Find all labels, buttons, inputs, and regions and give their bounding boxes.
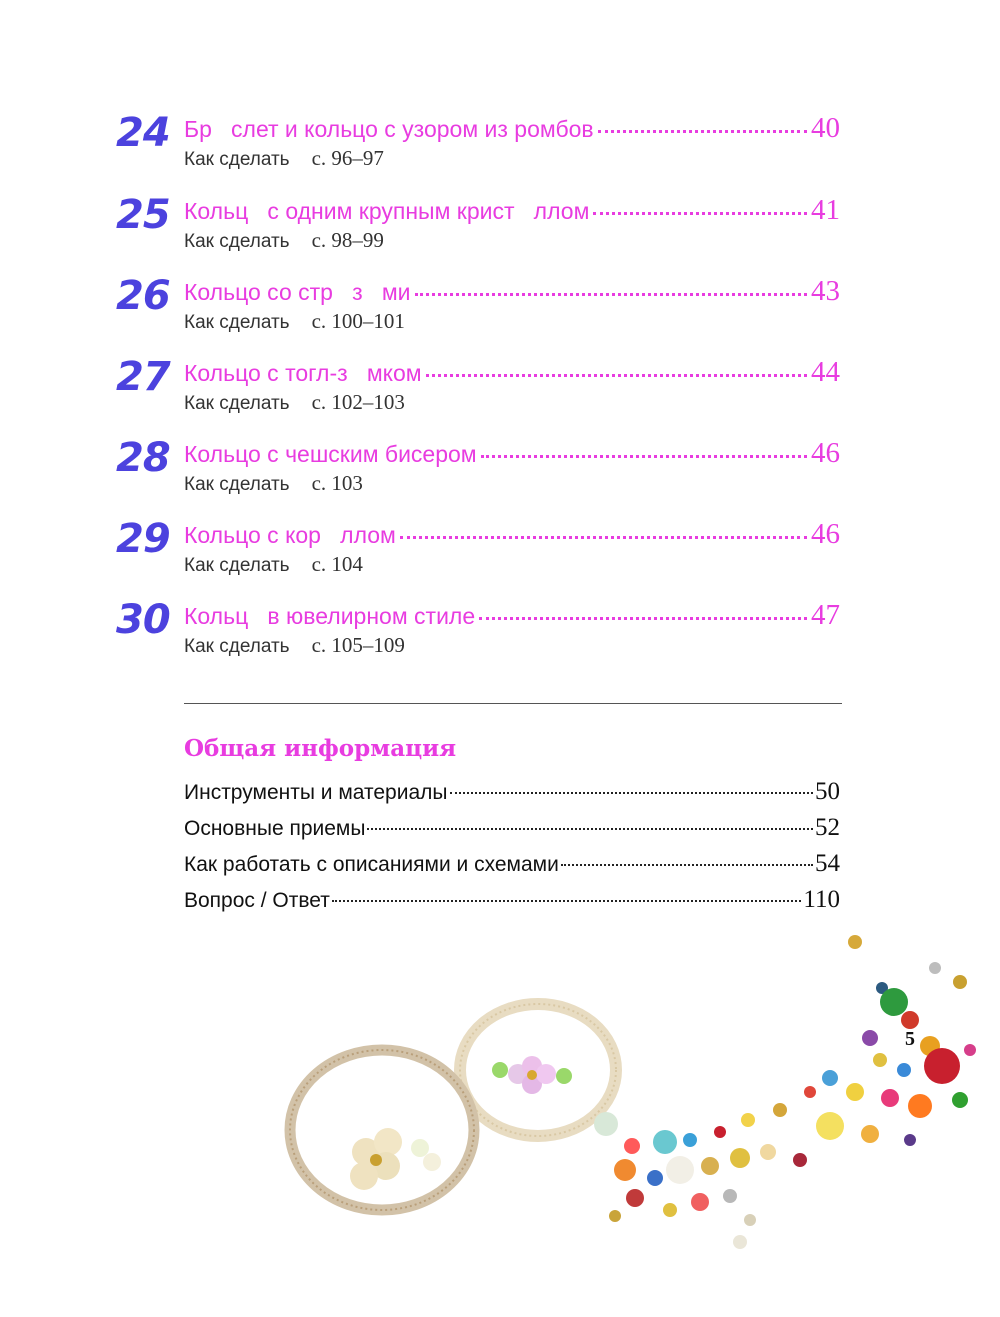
dot-leader	[561, 864, 813, 866]
entry-page-number: 46	[811, 518, 840, 550]
how-to-page-ref: с. 98–99	[311, 228, 384, 252]
contents-entry-27[interactable]	[0, 356, 1000, 436]
entry-how-to	[184, 228, 384, 253]
entry-how-to	[184, 390, 405, 415]
entry-title: Кольц с одним крупным крист ллом	[184, 198, 590, 224]
how-to-label: Как сделать	[184, 393, 290, 414]
dot-leader	[332, 900, 802, 902]
how-to-page-ref: с. 104	[311, 552, 363, 576]
ring-cream-image	[460, 1004, 616, 1136]
general-item-faq[interactable]	[184, 886, 840, 916]
entry-how-to	[184, 552, 363, 577]
how-to-label: Как сделать	[184, 474, 290, 495]
dot-leader	[450, 792, 814, 794]
contents-entry-25[interactable]	[0, 194, 1000, 274]
page-number: 5	[905, 1028, 915, 1050]
entry-title-row	[184, 599, 840, 629]
entry-title-row	[184, 194, 840, 224]
entry-how-to	[184, 309, 405, 334]
entry-title: Кольцо с кор ллом	[184, 522, 396, 548]
entry-number: 26	[116, 273, 170, 319]
beaded-rings-illustration	[270, 920, 990, 1260]
dot-leader	[367, 828, 813, 830]
entry-number: 24	[116, 110, 170, 156]
how-to-page-ref: с. 105–109	[311, 633, 405, 657]
contents-entry-30[interactable]	[0, 599, 1000, 679]
entry-title: Бр слет и кольцо с узором из ромбов	[184, 116, 594, 142]
entry-page-number: 41	[811, 194, 840, 226]
contents-entry-29[interactable]	[0, 518, 1000, 598]
entry-how-to	[184, 146, 384, 171]
how-to-label: Как сделать	[184, 555, 290, 576]
section-divider	[184, 703, 842, 704]
general-item-title: Основные приемы	[184, 817, 366, 840]
general-item-techniques[interactable]	[184, 814, 840, 844]
entry-page-number: 47	[811, 599, 840, 631]
entry-page-number: 46	[811, 437, 840, 469]
dot-leader	[593, 210, 807, 215]
entry-title-row	[184, 356, 840, 386]
entry-number: 30	[116, 597, 170, 643]
dot-leader	[426, 372, 807, 377]
general-item-page: 50	[815, 778, 840, 805]
entry-title-row	[184, 112, 840, 142]
general-item-page: 52	[815, 814, 840, 841]
how-to-label: Как сделать	[184, 636, 290, 657]
entry-number: 29	[116, 516, 170, 562]
dot-leader	[479, 615, 807, 620]
how-to-page-ref: с. 96–97	[311, 146, 384, 170]
contents-entry-26[interactable]	[0, 275, 1000, 355]
entry-title: Кольц в ювелирном стиле	[184, 603, 476, 629]
ring-clear-image	[290, 1050, 474, 1210]
general-item-title: Как работать с описаниями и схемами	[184, 853, 559, 876]
entry-title-row	[184, 437, 840, 467]
general-item-patterns[interactable]	[184, 850, 840, 880]
entry-title: Кольцо со стр з ми	[184, 279, 411, 305]
general-item-title: Инструменты и материалы	[184, 781, 448, 804]
how-to-page-ref: с. 102–103	[311, 390, 405, 414]
entry-number: 25	[116, 192, 170, 238]
entry-how-to	[184, 633, 405, 658]
scattered-beads-image	[594, 935, 976, 1249]
entry-title: Кольцо с тогл-з мком	[184, 360, 422, 386]
entry-number: 27	[116, 354, 170, 400]
dot-leader	[598, 128, 807, 133]
dot-leader	[415, 291, 808, 296]
general-item-page: 54	[815, 850, 840, 877]
entry-title-row	[184, 518, 840, 548]
entry-number: 28	[116, 435, 170, 481]
general-info-heading: Общая информация	[184, 735, 457, 762]
general-item-title: Вопрос / Ответ	[184, 889, 330, 912]
entry-title-row	[184, 275, 840, 305]
how-to-label: Как сделать	[184, 231, 290, 252]
dot-leader	[400, 534, 807, 539]
dot-leader	[481, 453, 807, 458]
contents-entry-28[interactable]	[0, 437, 1000, 517]
general-item-page: 110	[803, 886, 840, 913]
entry-page-number: 44	[811, 356, 840, 388]
entry-title: Кольцо с чешским бисером	[184, 441, 477, 467]
entry-how-to	[184, 471, 363, 496]
general-item-tools[interactable]	[184, 778, 840, 808]
how-to-label: Как сделать	[184, 149, 290, 170]
how-to-page-ref: с. 100–101	[311, 309, 405, 333]
how-to-label: Как сделать	[184, 312, 290, 333]
entry-page-number: 43	[811, 275, 840, 307]
contents-entry-24[interactable]	[0, 112, 1000, 192]
entry-page-number: 40	[811, 112, 840, 144]
how-to-page-ref: с. 103	[311, 471, 363, 495]
